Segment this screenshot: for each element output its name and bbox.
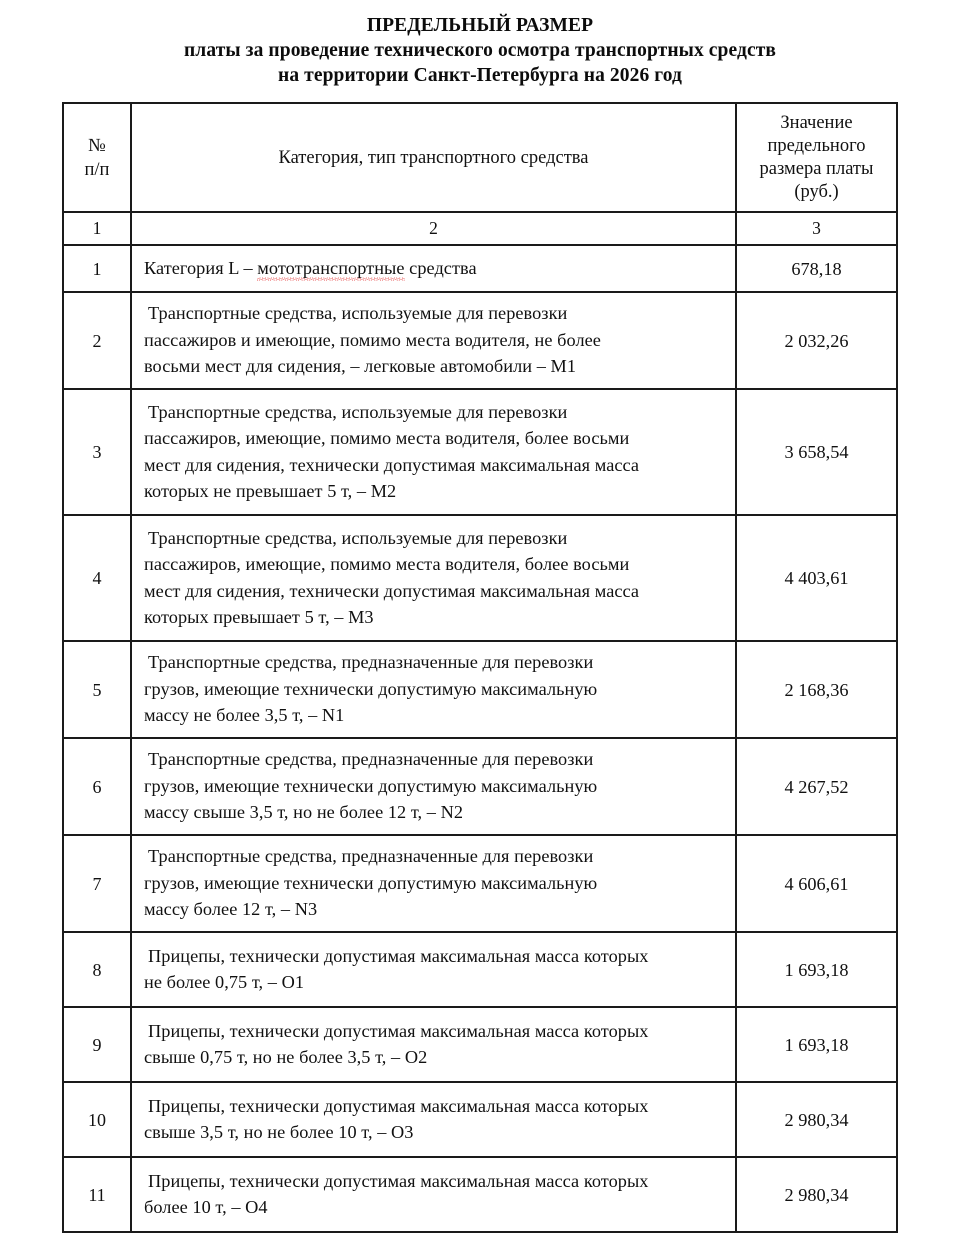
table-row: [63, 1007, 897, 1082]
description-line: не более 0,75 т, – О1: [144, 972, 305, 992]
row-value-cell: 3 658,54: [736, 389, 897, 515]
description-line: Транспортные средства, используемые для перевозки: [148, 401, 568, 422]
table-header-row: [63, 103, 897, 212]
row-number-cell: 4: [63, 515, 131, 641]
row-description-cell: [131, 292, 736, 389]
document-title-block: [0, 0, 960, 88]
row-number-cell: 10: [63, 1082, 131, 1157]
table-body: [63, 245, 897, 1232]
description-line: Категория L – мототранспортные средства: [144, 255, 727, 282]
row-value-cell: 2 168,36: [736, 641, 897, 738]
rates-table: [62, 102, 898, 1233]
row-number-cell: 3: [63, 389, 131, 515]
row-description-cell: [131, 641, 736, 738]
row-description-cell: [131, 835, 736, 932]
description-line: Транспортные средства, предназначенные для перевозки: [148, 846, 594, 867]
row-number-cell: 5: [63, 641, 131, 738]
header-cell-number: [63, 103, 131, 212]
table-row: [63, 641, 897, 738]
rates-table-container: [0, 102, 960, 1233]
row-number-cell: 2: [63, 292, 131, 389]
column-numbering-row: [63, 212, 897, 245]
description-line: грузов, имеющие технически допустимую максимальную: [144, 872, 598, 893]
header-value-line-1: Значение: [780, 112, 853, 133]
header-number-line-2: п/п: [84, 159, 110, 180]
row-value-cell: 678,18: [736, 245, 897, 292]
description-line: свыше 0,75 т, но не более 3,5 т, – О2: [144, 1047, 428, 1067]
description-line: Прицепы, технически допустимая максимальная масса которых: [148, 1020, 649, 1041]
description-line: массу свыше 3,5 т, но не более 12 т, – N2: [144, 802, 464, 823]
row-description-cell: [131, 932, 736, 1007]
header-cell-value: [736, 103, 897, 212]
row-value-cell: 1 693,18: [736, 1007, 897, 1082]
description-line: массу более 12 т, – N3: [144, 899, 318, 920]
table-row: [63, 1082, 897, 1157]
row-value-cell: 1 693,18: [736, 932, 897, 1007]
table-row: [63, 738, 897, 835]
row-number-cell: 8: [63, 932, 131, 1007]
row-description-cell: [131, 515, 736, 641]
table-row: [63, 515, 897, 641]
row-description-cell: [131, 245, 736, 292]
row-value-cell: 2 980,34: [736, 1082, 897, 1157]
description-line: более 10 т, – О4: [144, 1197, 268, 1217]
description-line: грузов, имеющие технически допустимую максимальную: [144, 678, 598, 699]
row-description-cell: [131, 738, 736, 835]
row-number-cell: 6: [63, 738, 131, 835]
table-row: [63, 1157, 897, 1232]
row-number-cell: 9: [63, 1007, 131, 1082]
table-row: [63, 292, 897, 389]
header-number-line-1: №: [88, 135, 106, 156]
header-cell-description: Категория, тип транспортного средства: [131, 103, 736, 212]
row-value-cell: 2 032,26: [736, 292, 897, 389]
title-line-1: ПРЕДЕЛЬНЫЙ РАЗМЕР: [366, 15, 594, 36]
row-value-cell: 4 403,61: [736, 515, 897, 641]
description-line: которых не превышает 5 т, – М2: [144, 481, 397, 501]
header-value-line-2: предельного: [767, 135, 866, 156]
row-description-cell: [131, 389, 736, 515]
row-value-cell: 4 606,61: [736, 835, 897, 932]
description-line: грузов, имеющие технически допустимую максимальную: [144, 775, 598, 796]
description-line: мест для сидения, технически допустимая максимальная масса: [144, 580, 640, 601]
spellcheck-underlined-word: мототранспортные: [257, 258, 404, 281]
row-number-cell: 7: [63, 835, 131, 932]
description-line: которых превышает 5 т, – М3: [144, 607, 374, 627]
description-line: восьми мест для сидения, – легковые автомобили – М1: [144, 356, 577, 377]
description-line: массу не более 3,5 т, – N1: [144, 705, 345, 726]
description-line: мест для сидения, технически допустимая максимальная масса: [144, 454, 640, 475]
row-description-cell: [131, 1082, 736, 1157]
description-line: Транспортные средства, используемые для перевозки: [148, 527, 568, 548]
column-number-3: 3: [736, 212, 897, 245]
description-line: Транспортные средства, предназначенные для перевозки: [148, 652, 594, 673]
row-value-cell: 2 980,34: [736, 1157, 897, 1232]
column-number-2: 2: [131, 212, 736, 245]
header-value-line-4: (руб.): [794, 181, 839, 202]
table-head: [63, 103, 897, 245]
description-line: Прицепы, технически допустимая максимальная масса которых: [148, 1170, 649, 1191]
description-line: пассажиров и имеющие, помимо места водителя, не более: [144, 329, 601, 350]
row-description-cell: [131, 1007, 736, 1082]
table-row: [63, 932, 897, 1007]
row-number-cell: 1: [63, 245, 131, 292]
row-description-cell: [131, 1157, 736, 1232]
description-line: свыше 3,5 т, но не более 10 т, – О3: [144, 1122, 414, 1142]
row-value-cell: 4 267,52: [736, 738, 897, 835]
column-number-1: 1: [63, 212, 131, 245]
description-line: пассажиров, имеющие, помимо места водителя, более восьми: [144, 554, 630, 574]
table-row: [63, 389, 897, 515]
description-line: Транспортные средства, предназначенные для перевозки: [148, 749, 594, 770]
description-line: Прицепы, технически допустимая максимальная масса которых: [148, 945, 649, 966]
description-line: Транспортные средства, используемые для перевозки: [148, 303, 568, 324]
description-line: пассажиров, имеющие, помимо места водителя, более восьми: [144, 428, 630, 448]
title-line-3: на территории Санкт-Петербурга на 2026 год: [278, 65, 682, 86]
title-line-2: платы за проведение технического осмотра транспортных средств: [183, 40, 777, 61]
header-value-line-3: размера платы: [759, 158, 874, 179]
table-row: [63, 245, 897, 292]
row-number-cell: 11: [63, 1157, 131, 1232]
table-row: [63, 835, 897, 932]
description-line: Прицепы, технически допустимая максимальная масса которых: [148, 1095, 649, 1116]
